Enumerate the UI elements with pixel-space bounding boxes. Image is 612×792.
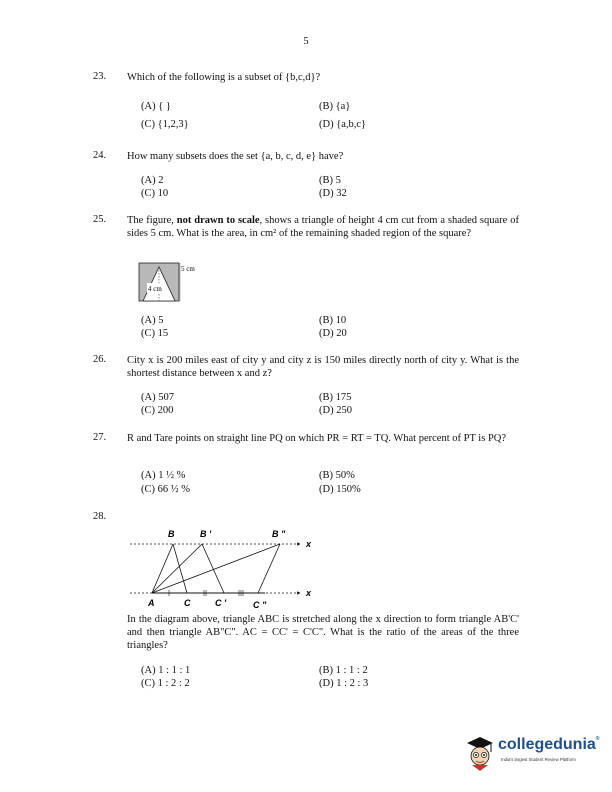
question-text: In the diagram above, triangle ABC is stretched along the x direction to form triangle AB'C' and then triangle AB"C". AC = CC' = C'C". What is the ratio of the areas of the three triangles? xyxy=(127,614,519,651)
label-c-prime: C ' xyxy=(215,598,227,608)
option-a: (A) 2 xyxy=(141,175,164,186)
axis-label-top: x xyxy=(306,539,312,549)
option-c: (C) 66 ½ % xyxy=(141,484,190,495)
question-text xyxy=(127,214,519,240)
option-d: (D) {a,b,c} xyxy=(319,119,367,130)
question-text: City x is 200 miles east of city y and city z is 150 miles directly north of city y. What is the shortest distance between x and z? xyxy=(127,355,519,379)
height-label: 4 cm xyxy=(148,285,162,293)
question-number: 27. xyxy=(93,432,107,443)
question-text: How many subsets does the set {a, b, c, d, e} have? xyxy=(127,151,344,162)
label-c: C xyxy=(184,598,191,608)
question-text-part: The figure, xyxy=(127,215,177,226)
label-a: A xyxy=(148,598,155,608)
option-c: (C) 1 : 2 : 2 xyxy=(141,678,190,689)
side-ab xyxy=(152,544,173,593)
side-label: 5 cm xyxy=(181,265,195,273)
square-triangle-figure xyxy=(138,262,210,304)
logo-tagline: India's largest Student Review Platform xyxy=(501,757,576,762)
logo-registered: ® xyxy=(595,736,600,742)
option-c: (C) 10 xyxy=(141,188,169,199)
option-c: (C) 200 xyxy=(141,405,174,416)
option-c: (C) 15 xyxy=(141,328,169,339)
axis-label-bottom: x xyxy=(306,588,312,598)
question-number: 26. xyxy=(93,354,107,365)
label-b-prime: B ' xyxy=(200,529,212,539)
option-a: (A) 1 : 1 : 1 xyxy=(141,665,191,676)
label-b-double-prime: B " xyxy=(272,529,286,539)
option-b: (B) {a} xyxy=(319,101,351,112)
option-b: (B) 1 : 1 : 2 xyxy=(319,665,368,676)
option-a: (A) 1 ½ % xyxy=(141,470,186,481)
question-text-bold: not drawn to scale xyxy=(176,215,260,226)
option-b: (B) 10 xyxy=(319,315,347,326)
option-a: (A) { } xyxy=(141,101,171,112)
option-d: (D) 250 xyxy=(319,405,352,416)
side-bc xyxy=(173,544,187,593)
option-d: (D) 150% xyxy=(319,484,361,495)
collegedunia-logo xyxy=(463,734,603,774)
side-ab-double-prime xyxy=(152,544,280,593)
stretched-triangles-figure xyxy=(130,522,330,610)
label-b: B xyxy=(168,529,175,539)
question-text: Which of the following is a subset of {b,c,d}? xyxy=(127,72,321,83)
question-text-part: , shows a triangle of height 4 cm cut from a shaded square of sides 5 cm. What is the area, in cm² of the remaining shaded region of the square? xyxy=(127,215,519,239)
question-number: 28. xyxy=(93,511,107,522)
question-number: 23. xyxy=(93,71,107,82)
option-b: (B) 50% xyxy=(319,470,355,481)
side-ab-prime xyxy=(152,544,202,593)
question-number: 25. xyxy=(93,214,107,225)
page-number: 5 xyxy=(303,36,309,47)
mascot-icon xyxy=(463,734,497,772)
option-b: (B) 5 xyxy=(319,175,341,186)
option-d: (D) 20 xyxy=(319,328,347,339)
logo-wordmark: collegedunia xyxy=(498,736,596,753)
side-b-prime-c-prime xyxy=(202,544,224,593)
question-text: R and Tare points on straight line PQ on which PR = RT = TQ. What percent of PT is PQ? xyxy=(127,433,507,444)
option-a: (A) 507 xyxy=(141,392,174,403)
option-b: (B) 175 xyxy=(319,392,352,403)
option-d: (D) 32 xyxy=(319,188,347,199)
label-c-double-prime: C " xyxy=(253,600,267,610)
option-a: (A) 5 xyxy=(141,315,164,326)
option-c: (C) {1,2,3} xyxy=(141,119,189,130)
question-number: 24. xyxy=(93,150,107,161)
option-d: (D) 1 : 2 : 3 xyxy=(319,678,369,689)
